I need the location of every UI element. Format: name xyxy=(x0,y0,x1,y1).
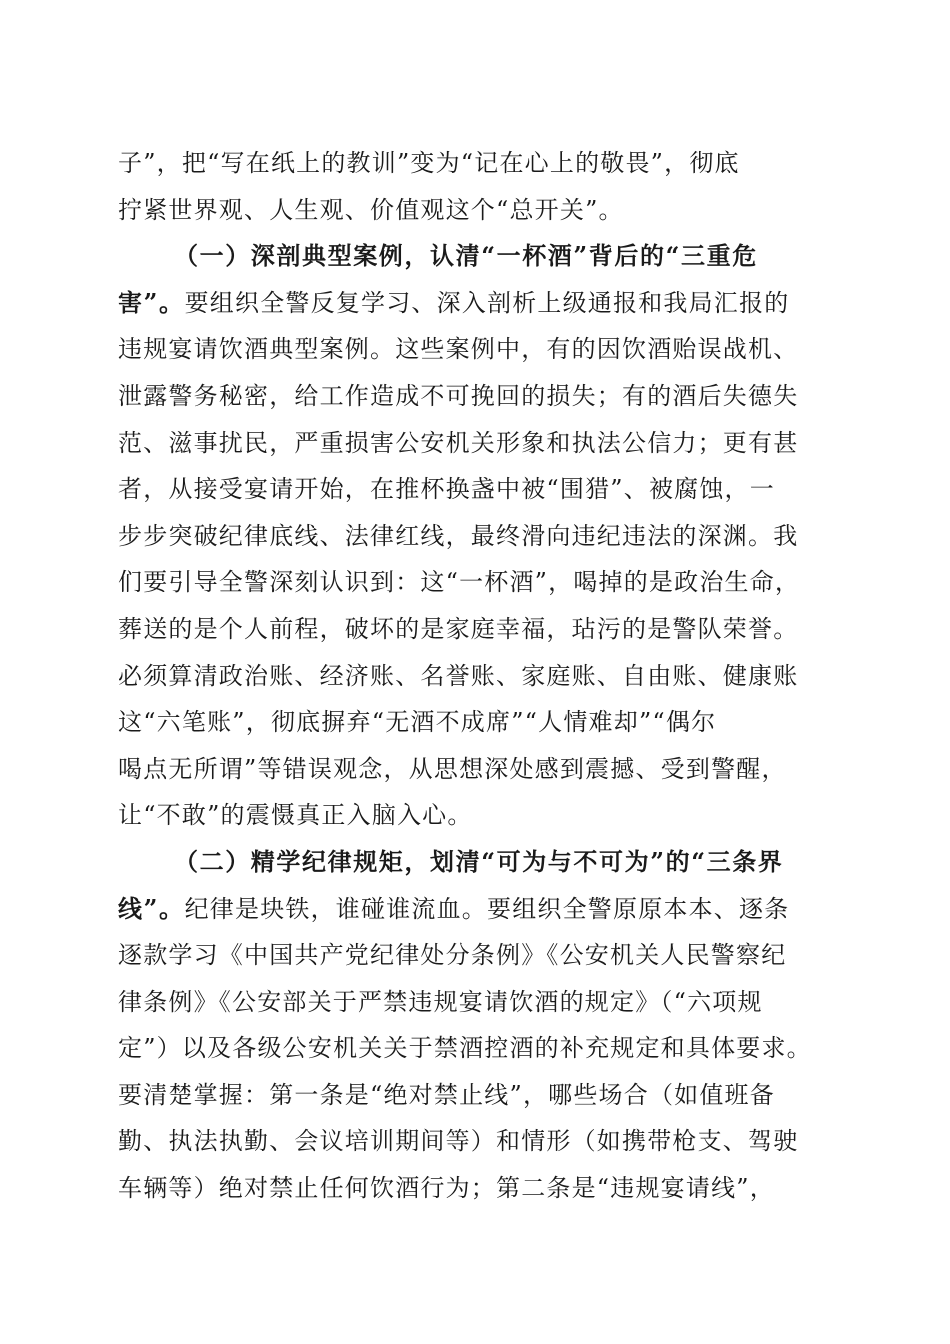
body-line: 定”）以及各级公安机关关于禁酒控酒的补充规定和具体要求。 xyxy=(118,1034,812,1063)
body-line: 律条例》《公安部关于严禁违规宴请饮酒的规定》（“六项规 xyxy=(118,987,763,1016)
body-line: 拧紧世界观、人生观、价值观这个“总开关”。 xyxy=(118,195,624,224)
body-line: 步步突破纪律底线、法律红线，最终滑向违纪违法的深渊。我 xyxy=(118,521,799,550)
body-line: 子”，把“写在纸上的教训”变为“记在心上的敬畏”，彻底 xyxy=(118,149,740,177)
body-line: 范、滋事扰民，严重损害公安机关形象和执法公信力；更有甚 xyxy=(118,428,799,457)
section-heading-2-text: （二）精学纪律规矩，划清“可为与不可为”的“三条界 xyxy=(174,846,784,876)
body-line: 让“不敢”的震慑真正入脑入心。 xyxy=(118,801,473,830)
body-line xyxy=(118,280,840,327)
body-text: 纪律是块铁，谁碰谁流血。要组织全警原原本本、逐条 xyxy=(184,894,790,923)
body-line: 要清楚掌握：第一条是“绝对禁止线”，哪些场合（如值班备 xyxy=(118,1080,775,1109)
body-line: 勤、执法执勤、会议培训期间等）和情形（如携带枪支、驾驶 xyxy=(118,1127,799,1156)
body-line: 泄露警务秘密，给工作造成不可挽回的损失；有的酒后失德失 xyxy=(118,381,799,410)
body-line: 葬送的是个人前程，破坏的是家庭幸福，玷污的是警队荣誉。 xyxy=(118,614,799,643)
section-heading-2-cont: 线”。 xyxy=(118,893,185,923)
body-line: 必须算清政治账、经济账、名誉账、家庭账、自由账、健康账 xyxy=(118,661,799,690)
body-text: 要组织全警反复学习、深入剖析上级通报和我局汇报的 xyxy=(184,288,790,317)
document-body xyxy=(118,140,840,1212)
body-line xyxy=(118,886,840,933)
body-line: 逐款学习《中国共产党纪律处分条例》《公安机关人民警察纪 xyxy=(118,941,787,970)
section-heading-1-cont: 害”。 xyxy=(118,287,185,317)
body-line: 们要引导全警深刻认识到：这“一杯酒”，喝掉的是政治生命， xyxy=(118,568,801,597)
section-heading-1 xyxy=(118,233,840,280)
body-line: 车辆等）绝对禁止任何饮酒行为；第二条是“违规宴请线”， xyxy=(118,1174,775,1203)
body-line: 者，从接受宴请开始，在推杯换盏中被“围猎”、被腐蚀，一 xyxy=(118,475,775,504)
section-heading-2 xyxy=(118,839,840,886)
section-heading-1-text: （一）深剖典型案例，认清“一杯酒”背后的“三重危 xyxy=(174,241,758,271)
body-line: 喝点无所谓”等错误观念，从思想深处感到震撼、受到警醒， xyxy=(118,754,787,783)
body-line: 这“六笔账”，彻底摒弃“无酒不成席”“人情难却”“偶尔 xyxy=(118,708,717,737)
body-line: 违规宴请饮酒典型案例。这些案例中，有的因饮酒贻误战机、 xyxy=(118,335,799,364)
